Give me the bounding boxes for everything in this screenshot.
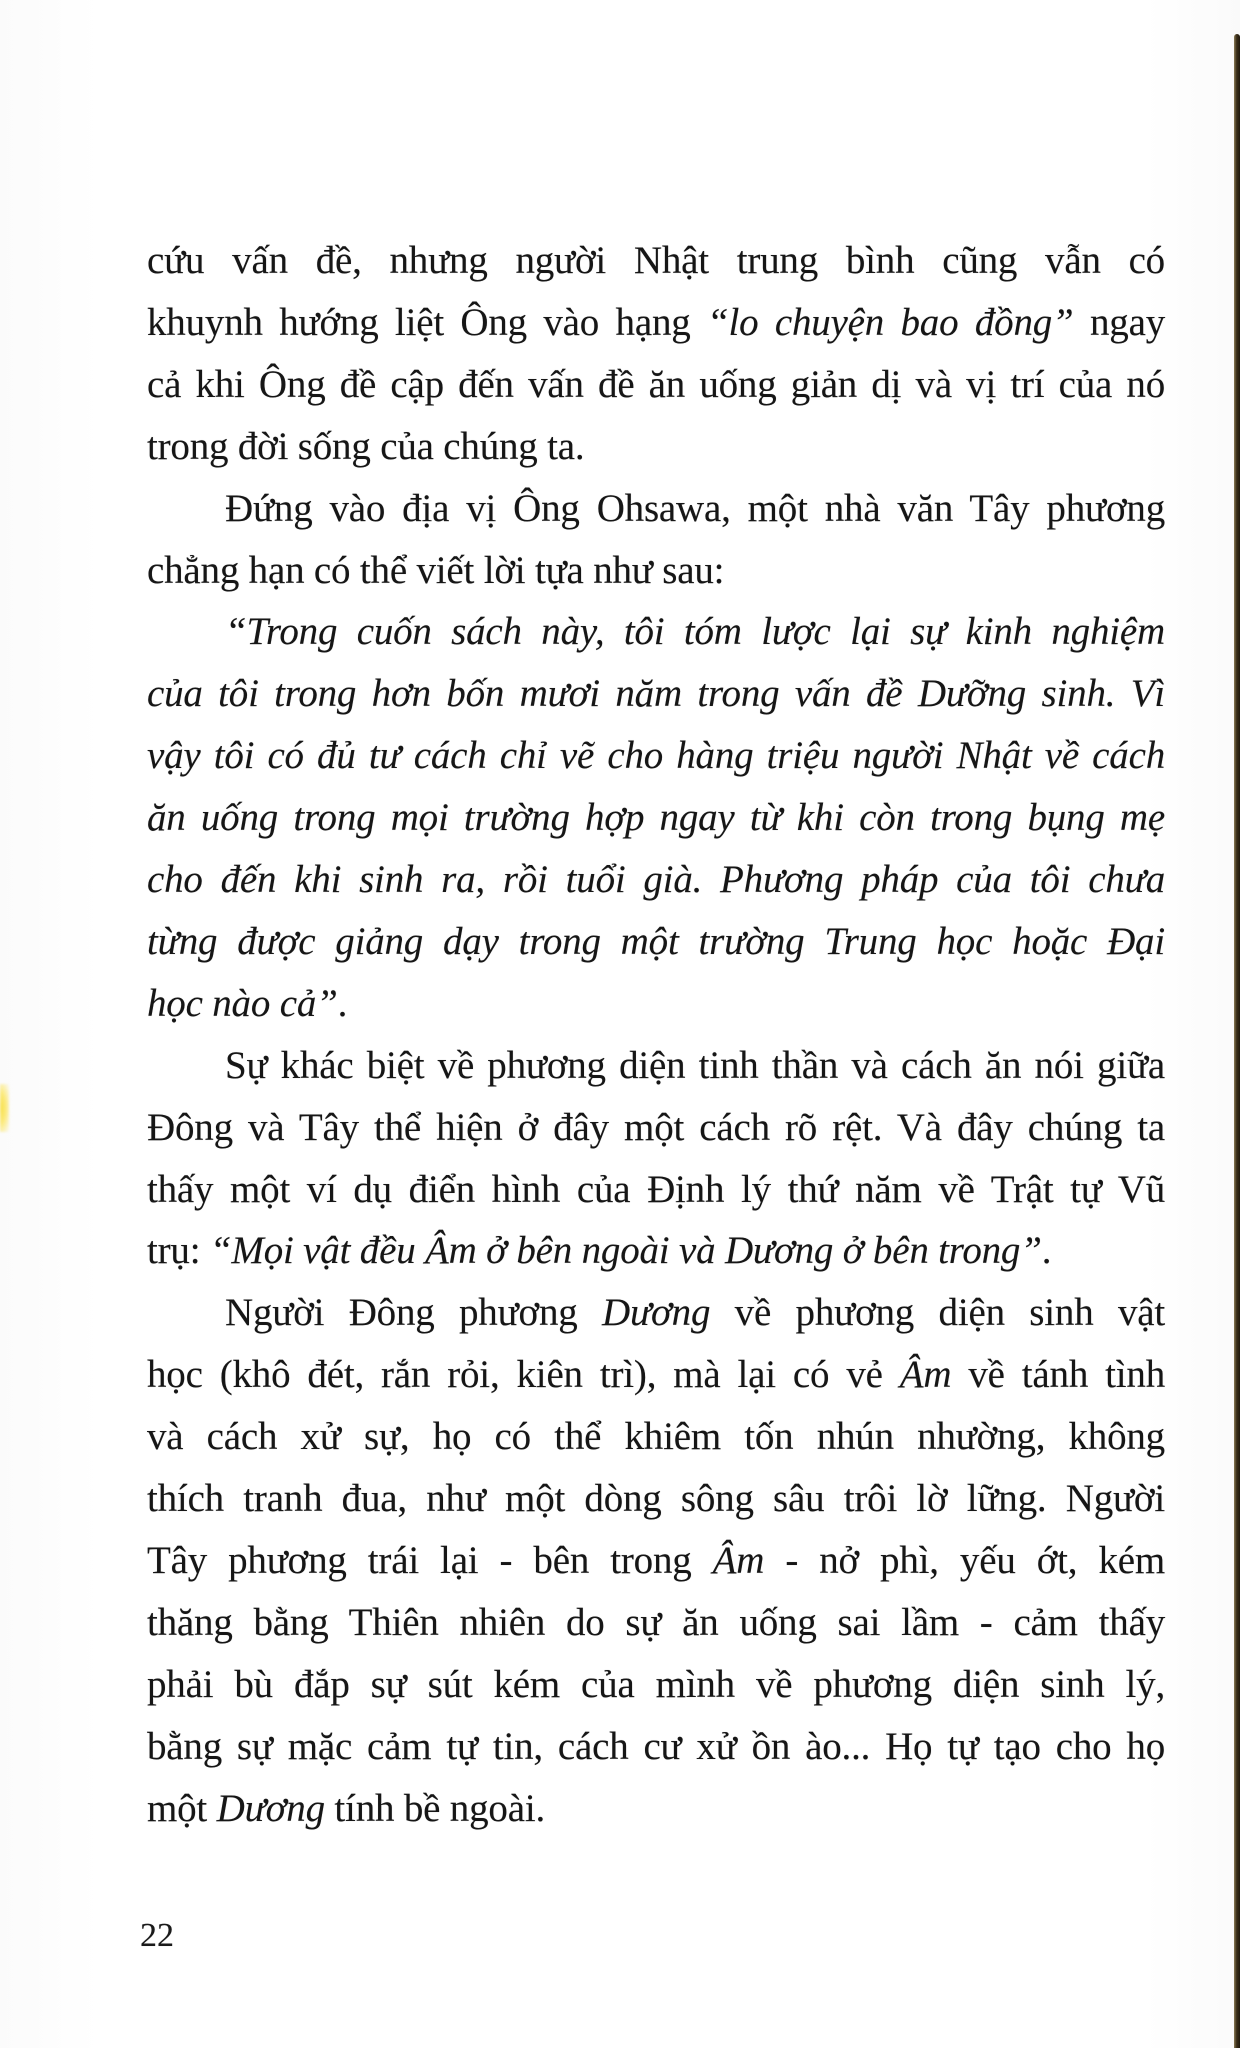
text-line: [147, 973, 1165, 1035]
text-run: Đứng vào địa vị Ông Ohsawa, một nhà văn Tây phương: [225, 486, 1165, 530]
text-run: khuynh hướng liệt Ông vào hạng: [147, 300, 707, 344]
text-line: [147, 1282, 1165, 1344]
italic-text: Âm: [712, 1538, 765, 1582]
italic-text: Dương: [602, 1291, 711, 1335]
text-run: chẳng hạn có thể viết lời tựa như sau:: [147, 548, 725, 592]
text-line: [147, 1778, 1165, 1840]
text-line: [147, 1344, 1165, 1406]
text-run: về tánh tình: [951, 1353, 1165, 1397]
text-line: [147, 1406, 1165, 1468]
italic-text: vậy tôi có đủ tư cách chỉ vẽ cho hàng triệu người Nhật về cách: [147, 734, 1165, 778]
text-line: [147, 787, 1165, 849]
text-line: [147, 1220, 1165, 1282]
text-line: [147, 663, 1165, 725]
text-line: [147, 478, 1165, 540]
italic-text: “Trong cuốn sách này, tôi tóm lược lại sự kinh nghiệm: [225, 610, 1165, 654]
italic-text: học nào cả”: [147, 981, 338, 1025]
text-line: [147, 1035, 1165, 1097]
text-run: và cách xử sự, họ có thể khiêm tốn nhún nhường, không: [147, 1415, 1165, 1459]
text-line: [147, 1654, 1165, 1716]
italic-text: ăn uống trong mọi trường hợp ngay từ khi còn trong bụng mẹ: [147, 796, 1165, 840]
text-line: [147, 292, 1165, 354]
italic-text: “Mọi vật đều Âm ở bên ngoài và Dương ở bên trong”: [209, 1229, 1042, 1273]
text-run: ngay: [1073, 300, 1165, 344]
italic-text: Âm: [899, 1353, 952, 1397]
text-run: phải bù đắp sự sút kém của mình về phương diện sinh lý,: [147, 1662, 1165, 1706]
text-run: Đông và Tây thể hiện ở đây một cách rõ rệt. Và đây chúng ta: [147, 1105, 1165, 1149]
italic-text: “lo chuyện bao đồng”: [706, 300, 1074, 344]
text-line: [147, 540, 1165, 602]
text-line: [147, 1530, 1165, 1592]
text-line: [147, 1097, 1165, 1159]
italic-text: Dương: [216, 1786, 325, 1830]
text-run: thích tranh đua, như một dòng sông sâu trôi lờ lững. Người: [147, 1477, 1165, 1520]
text-line: [147, 1159, 1165, 1221]
text-run: về phương diện sinh vật: [710, 1291, 1165, 1335]
page-number: 22: [140, 1917, 174, 1954]
text-line: [147, 230, 1165, 292]
page-outer-margin: [1240, 0, 1245, 2048]
text-run: Sự khác biệt về phương diện tinh thần và cách ăn nói giữa: [225, 1043, 1165, 1087]
italic-text: cho đến khi sinh ra, rồi tuổi già. Phương pháp của tôi chưa: [147, 858, 1165, 901]
text-run: Người Đông phương: [225, 1291, 602, 1335]
text-line: [147, 1468, 1165, 1530]
text-run: .: [337, 981, 348, 1025]
italic-text: từng được giảng dạy trong một trường Trung học hoặc Đại: [147, 919, 1165, 963]
text-run: thăng bằng Thiên nhiên do sự ăn uống sai lầm - cảm thấy: [147, 1600, 1165, 1644]
text-run: tính bề ngoài.: [324, 1786, 546, 1830]
highlighter-mark: [0, 1084, 9, 1132]
text-line: [147, 1592, 1165, 1654]
text-run: thấy một ví dụ điển hình của Định lý thứ năm về Trật tự Vũ: [147, 1167, 1165, 1211]
text-run: một: [147, 1786, 217, 1830]
text-run: cả khi Ông đề cập đến vấn đề ăn uống giản dị và vị trí của nó: [147, 362, 1165, 406]
text-run: cứu vấn đề, nhưng người Nhật trung bình cũng vẫn có: [147, 239, 1165, 282]
italic-text: của tôi trong hơn bốn mươi năm trong vấn đề Dưỡng sinh. Vì: [147, 672, 1165, 716]
text-line: [147, 1716, 1165, 1778]
text-line: [147, 601, 1165, 663]
text-run: Tây phương trái lại - bên trong: [147, 1538, 713, 1582]
text-line: [147, 911, 1165, 973]
text-run: bằng sự mặc cảm tự tin, cách cư xử ồn ào... Họ tự tạo cho họ: [147, 1724, 1165, 1768]
text-line: [147, 354, 1165, 416]
text-line: [147, 416, 1165, 478]
text-run: trong đời sống của chúng ta.: [147, 424, 585, 468]
text-run: học (khô đét, rắn rỏi, kiên trì), mà lại có vẻ: [147, 1353, 900, 1397]
text-run: - nở phì, yếu ớt, kém: [764, 1538, 1165, 1582]
text-line: [147, 849, 1165, 911]
text-line: [147, 725, 1165, 787]
text-run: .: [1041, 1229, 1052, 1273]
text-run: trụ:: [147, 1229, 210, 1273]
